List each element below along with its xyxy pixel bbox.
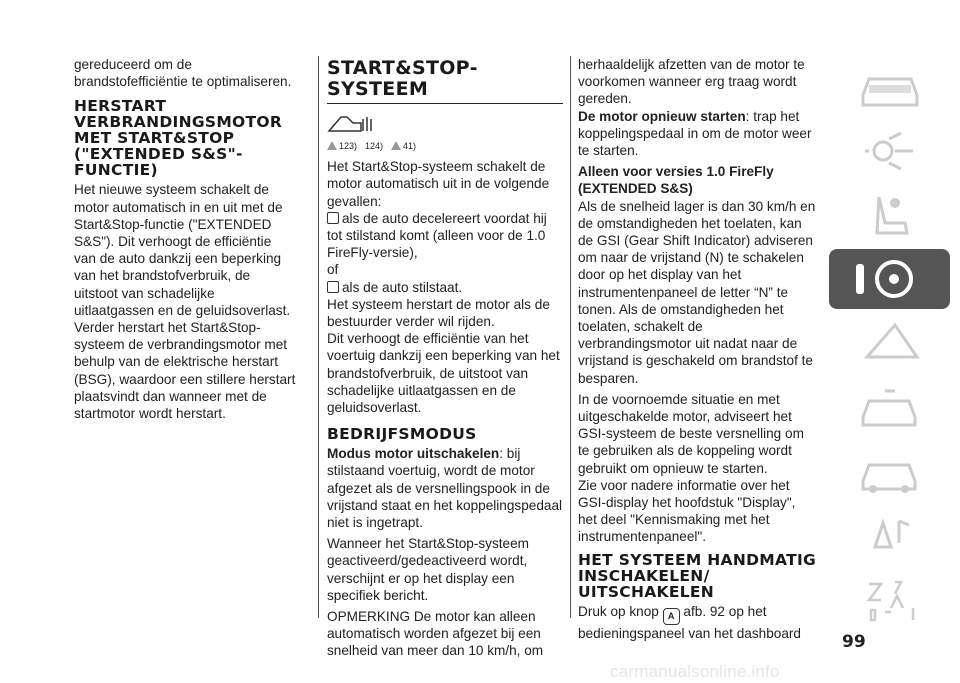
index-letters-icon <box>855 574 925 624</box>
p-restart-engine: De motor opnieuw starten: trap het koppelingspedaal in om de motor weer te starten. <box>578 108 812 159</box>
intro-text: gereduceerd om de brandstofefficiëntie te optimaliseren. <box>74 57 292 90</box>
column-2 <box>327 56 563 664</box>
caution-triangle-icon <box>391 141 401 150</box>
steering-wheel-key-icon <box>850 254 930 304</box>
ref-warning-3: 41) <box>391 138 416 155</box>
tab-multimedia[interactable] <box>829 505 950 565</box>
p-efficiency: Dit verhoogt de efficiëntie van het voertuig dankzij een beperking van het brandstofverbruik, de uitstoot van schadelijke uitlaatgassen en de geluidsoverlast. <box>327 331 560 416</box>
p-continuation: herhaaldelijk afzetten van de motor te voorkomen wanneer erg traag wordt gereden. <box>578 57 805 107</box>
column-divider-2 <box>570 56 571 618</box>
warning-triangle-icon <box>327 141 337 150</box>
section-heading-restart: HERSTART VERBRANDINGSMOTOR MET START&STOP ("EXTENDED S&S"-FUNCTIE) <box>74 97 283 180</box>
tab-dashboard[interactable] <box>829 121 950 181</box>
section-heading-manual: HET SYSTEEM HANDMATIG INSCHAKELEN/ UITSCHAKELEN <box>578 550 817 601</box>
page-number: 99 <box>842 632 866 652</box>
seat-safety-icon <box>855 193 925 237</box>
p-gsi-advice: In de voornoemde situatie en met uitgeschakelde motor, adviseert het GSI-systeem de beste versnelling om te gebruiken als de koppeling wordt gebruikt om opnieuw te starten. <box>578 391 804 476</box>
p-note: OPMERKING De motor kan alleen automatisch worden afgezet bij een snelheid van meer dan 10 km/h, om <box>327 609 544 659</box>
or-text: of <box>327 262 339 278</box>
reference-numbers <box>327 138 563 155</box>
bullet-1: als de auto decelereert voordat hij tot stilstand komt (alleen voor de 1.0 FireFly-versie), <box>327 210 547 261</box>
footer-watermark: carmanualsonline.info <box>610 662 780 681</box>
column-3 <box>578 56 818 642</box>
tab-maintenance[interactable] <box>829 377 950 437</box>
warning-triangle-icon <box>855 321 925 365</box>
title-rule <box>327 103 563 104</box>
p-press-button: Druk op knop A afb. 92 op het bedieningspaneel van het dashboard <box>578 603 801 641</box>
specs-car-icon <box>855 449 925 493</box>
multimedia-icon <box>855 513 925 557</box>
restart-body: Het nieuwe systeem schakelt de motor automatisch in en uit met de Start&Stop-functie ("EXTENDED S&S"). Dit verhoogt de efficiëntie van de auto dankzij een beperking van het brandstofverbruik, de uitstoot van schadelijke uitlaatgassen en de geluidsoverlast. Verder herstart het Start&Stop-systeem de verbrandingsmotor met behulp van de elektrische herstart (BSG), waardoor een stillere herstart plaatsvindt dan wanneer met de startmotor wordt herstart. <box>74 182 296 422</box>
p-engine-off: Modus motor uitschakelen: bij stilstaand voertuig, wordt de motor afgezet als de versnellingspook in de vrijstand staat en het koppelingspedaal niet is ingetrapt. <box>327 446 563 531</box>
p-ss-intro: Het Start&Stop-systeem schakelt de motor automatisch uit in de volgende gevallen: <box>327 159 550 209</box>
p-gsi-display: Zie voor nadere informatie over het GSI-display het hoofdstuk "Display", het deel "Kennismaking met het instrumentenpaneel". <box>578 477 796 545</box>
tab-car[interactable] <box>829 57 950 117</box>
start-stop-button-icon: A <box>663 608 680 625</box>
section-heading-mode: BEDRIJFSMODUS <box>327 425 477 444</box>
checkbox-bullet-icon <box>327 281 339 293</box>
car-icon <box>855 65 925 109</box>
tab-safety[interactable] <box>829 185 950 245</box>
section-title: START&STOP-SYSTEEM <box>327 57 478 100</box>
maintenance-car-icon <box>855 385 925 429</box>
tab-emergency[interactable] <box>829 313 950 373</box>
warning-hand-icon <box>327 111 375 135</box>
subheading-firefly: Alleen voor versies 1.0 FireFly (EXTENDED S&S) <box>578 164 774 197</box>
warning-icons <box>327 110 563 136</box>
tab-index[interactable] <box>829 569 950 629</box>
dashboard-lights-icon <box>855 129 925 173</box>
checkbox-bullet-icon <box>327 212 339 224</box>
p-display-message: Wanneer het Start&Stop-systeem geactiveerd/gedeactiveerd wordt, verschijnt er op het display een specifiek bericht. <box>327 536 529 603</box>
p-gsi: Als de snelheid lager is dan 30 km/h en de omstandigheden het toelaten, kan de GSI (Gear Shift Indicator) adviseren om naar de vrijstand (N) te schakelen door op het display van het instrumentenpaneel de letter “N” te tonen. Als de omstandigheden het toelaten, schakelt de verbrandingsmotor uit nadat naar de vrijstand is geschakeld om brandstof te besparen. <box>578 198 816 386</box>
tab-starting-driving[interactable] <box>829 249 950 309</box>
p-restart: Het systeem herstart de motor als de bestuurder verder wil rijden. <box>327 296 550 330</box>
column-divider-1 <box>318 56 319 618</box>
bullet-2: als de auto stilstaat. <box>327 279 563 296</box>
tab-technical-data[interactable] <box>829 441 950 501</box>
ref-warning-1: 123) <box>327 138 357 155</box>
ref-warning-2: 124) <box>365 141 384 151</box>
column-1 <box>74 56 296 426</box>
